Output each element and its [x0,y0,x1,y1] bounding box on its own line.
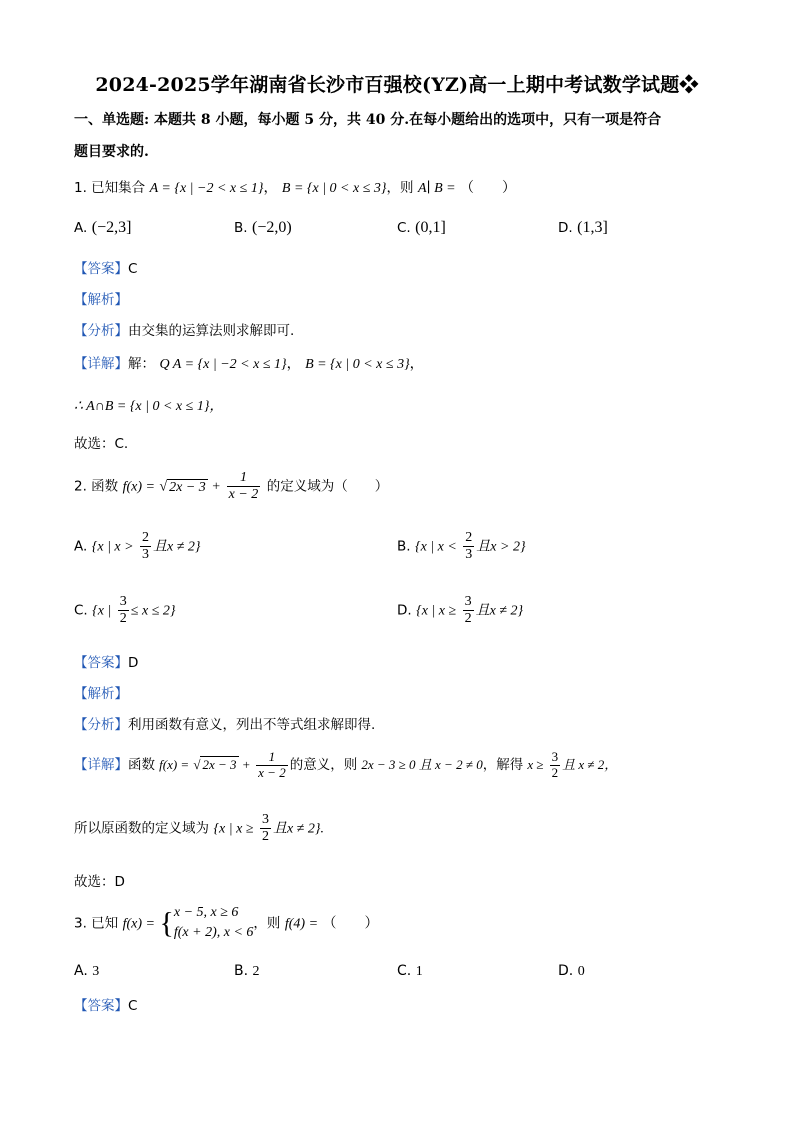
page-title: 2024-2025学年湖南省长沙市百强校(YZ)高一上期中考试数学试题❖ [95,74,699,96]
q2-conclude [74,812,324,845]
q2-option-a-pre: {x | x > [91,539,134,555]
q3-answer [74,994,137,1014]
q1-set-b: B = {x | 0 < x ≤ 3} [281,181,387,196]
q2-frac-den: x − 2 [228,487,259,503]
q3-option-a-text: 3 [92,964,100,979]
q2-conclude-prefix: 所以原函数的定义域为 [74,820,209,837]
q1-answer [74,257,137,277]
q1-fenxi [74,319,294,339]
q1-option-a-text: (−2,3] [91,219,132,236]
q1-detail-prefix: 解： [128,356,155,372]
q1-answer-value: C [128,261,138,277]
q1-option-c-letter: C. [397,220,411,236]
q2-option-c [74,594,175,627]
q1-analysis-label [74,288,128,308]
q1-option-b-letter: B. [234,220,248,236]
q3-option-b [234,963,260,980]
q2-detail-fraction [256,750,288,781]
q1-expr: A∣ B = [417,181,456,196]
q3-answer-value: C [128,998,138,1014]
q3-option-c [397,963,423,980]
q2-detail-frac-num: 1 [256,750,288,766]
q2-conclude-den: 2 [261,829,269,845]
q1-detail-line2-text: ∴ A∩B = {x | 0 < x ≤ 1}， [74,399,224,414]
q2-fraction [227,470,261,503]
q1-set-a: A = {x | −2 < x ≤ 1} [149,181,264,196]
q3-stem: 3. 已知 f(x) = { x − 5, x ≥ 6 f(x + 2), x < 6 ，则 f(4) = （ ） [74,903,378,944]
q3-func-lhs: f(x) = [122,916,155,932]
q2-option-c-den: 2 [119,611,127,627]
q2-func-lhs: f(x) = [122,479,155,495]
q1-option-d-letter: D. [558,220,573,236]
q2-conclude-num: 3 [260,812,271,829]
section-heading-line2: 题目要求的. [74,144,149,160]
q3-option-b-letter: B. [234,963,249,979]
q1-stem-prefix: 1. 已知集合 [74,180,146,196]
q1-fenxi-text: 由交集的运算法则求解即可. [128,323,295,339]
q1-option-c-text: (0,1] [415,219,446,236]
q2-detail-sqrt: 2x − 3 [202,756,237,772]
q2-option-b-den: 3 [465,547,473,563]
q2-option-a-den: 3 [142,547,150,563]
q3-option-d-text: 0 [577,964,585,979]
q2-option-c-frac [118,594,129,627]
q1-option-c [397,219,446,237]
detail-label: 【详解】 [74,756,128,773]
q1-option-d [558,219,608,237]
q3-stem-prefix: 3. 已知 [74,915,119,932]
q2-option-b-frac [463,530,474,563]
q2-option-a [74,530,201,563]
q1-stem [74,176,516,197]
q2-frac-num: 1 [227,470,261,487]
q2-stem-prefix: 2. 函数 [74,478,119,495]
answer-label: 【答案】 [74,655,128,671]
q1-detail-math2: B = {x | 0 < x ≤ 3} [305,357,410,372]
q3-option-c-text: 1 [415,964,423,979]
detail-label: 【详解】 [74,356,128,372]
q2-option-a-letter: A. [74,538,88,555]
q2-detail-plus: + [242,756,251,772]
q2-stem-suffix: 的定义域为（ ） [266,478,389,495]
q2-detail-frac-den: x − 2 [258,764,286,780]
q2-option-d-den: 2 [464,611,472,627]
q1-detail-math1: Q A = {x | −2 < x ≤ 1} [159,357,287,372]
q1-detail: 【详解】解： Q A = {x | −2 < x ≤ 1}， B = {x | 0 < x ≤ 3}， [74,356,424,372]
q3-expr: f(4) = [284,916,319,932]
q3-option-d [558,963,585,980]
q2-option-d-post: 且x ≠ 2} [475,603,524,619]
q2-detail-mid: 的意义，则 [289,756,358,773]
q3-option-a-letter: A. [74,963,88,979]
q3-cases [174,903,254,944]
q1-choose: 故选：C. [74,436,129,452]
q2-option-a-post: 且x ≠ 2} [153,539,201,555]
fenxi-label: 【分析】 [74,323,128,339]
q2-detail-res-den: 2 [551,764,559,780]
q2-sqrt: 2x − 3 [169,479,206,495]
q2-option-c-num: 3 [118,594,129,611]
q2-option-b-letter: B. [397,538,411,555]
q1-option-b-text: (−2,0) [252,219,292,236]
q2-option-b [397,530,526,563]
answer-label: 【答案】 [74,998,128,1014]
q1-stem-suffix: ，则 [386,180,414,196]
q2-detail-res-post: 且 x ≠ 2， [562,756,618,772]
q2-option-d-pre: {x | x ≥ [416,603,457,619]
q2-detail-res-frac [550,750,561,781]
section-heading-line1: 一、单选题: 本题共 8 小题，每小题 5 分，共 40 分.在每小题给出的选项中，只有一项是符合 [74,112,662,128]
q2-option-c-pre: {x | [92,603,112,619]
q1-option-d-text: (1,3] [577,219,608,236]
q2-detail-solve: ，解得 [482,756,524,773]
q2-choose: 故选：D [74,874,125,890]
q3-paren: （ ） [322,915,379,932]
q3-option-b-text: 2 [252,964,260,979]
q3-option-a [74,963,99,980]
q2-answer-value: D [128,655,139,671]
q2-option-b-post: 且x > 2} [476,539,526,555]
analysis-label: 【解析】 [74,686,128,702]
q2-fenxi [74,713,375,733]
q1-sep: ， [263,180,278,196]
q3-stem-suffix: ，则 [253,915,281,932]
q2-option-b-num: 2 [463,530,474,547]
q1-detail-line2 [74,395,223,415]
q3-option-c-letter: C. [397,963,412,979]
q2-option-c-post: ≤ x ≤ 2} [130,603,176,619]
q2-option-a-frac [140,530,151,563]
q2-answer [74,651,138,671]
analysis-label: 【解析】 [74,292,128,308]
q2-detail-func: f(x) = [159,756,190,772]
q2-option-a-num: 2 [140,530,151,547]
q3-case1: x − 5, x ≥ 6 [173,905,239,920]
q2-plus: + [212,479,221,495]
q2-analysis-label [74,682,128,702]
q2-conclude-frac [260,812,271,845]
q2-detail-prefix: 函数 [128,756,155,773]
fenxi-label: 【分析】 [74,717,128,733]
q2-option-d [397,594,523,627]
q2-option-d-frac [463,594,474,627]
q2-detail-res-num: 3 [551,749,559,764]
answer-label: 【答案】 [74,261,128,277]
q1-option-b [234,219,292,237]
q3-option-d-letter: D. [558,963,574,979]
q2-option-b-pre: {x | x < [415,539,457,555]
q2-fenxi-text: 利用函数有意义，列出不等式组求解即得. [128,717,376,733]
q2-option-d-letter: D. [397,602,412,619]
q1-paren: （ ） [460,180,517,196]
q2-option-d-num: 3 [463,594,474,611]
q2-conclude-post: 且x ≠ 2}. [272,821,324,837]
q2-conclude-pre: {x | x ≥ [213,821,254,837]
q1-option-a [74,219,131,237]
q2-detail-cond: 2x − 3 ≥ 0 且 x − 2 ≠ 0 [361,756,483,772]
q2-stem: 2. 函数 f(x) = √ 2x − 3 + $\frac{1}{x - 2}$ 的定义域为（ ） [74,470,389,503]
q3-case2: f(x + 2), x < 6 [173,925,254,941]
q2-detail-res-pre: x ≥ [527,756,544,772]
q2-option-c-letter: C. [74,602,88,619]
q1-option-a-letter: A. [74,220,88,236]
q2-detail: 【详解】函数 f(x) = √ 2x − 3 + $\frac{1}{x - 2}$ 的意义，则 2x − 3 ≥ 0 且 x − 2 ≠ 0，解得 x ≥ $\frac{3}{2}$ 且 x ≠ 2， [74,749,618,780]
